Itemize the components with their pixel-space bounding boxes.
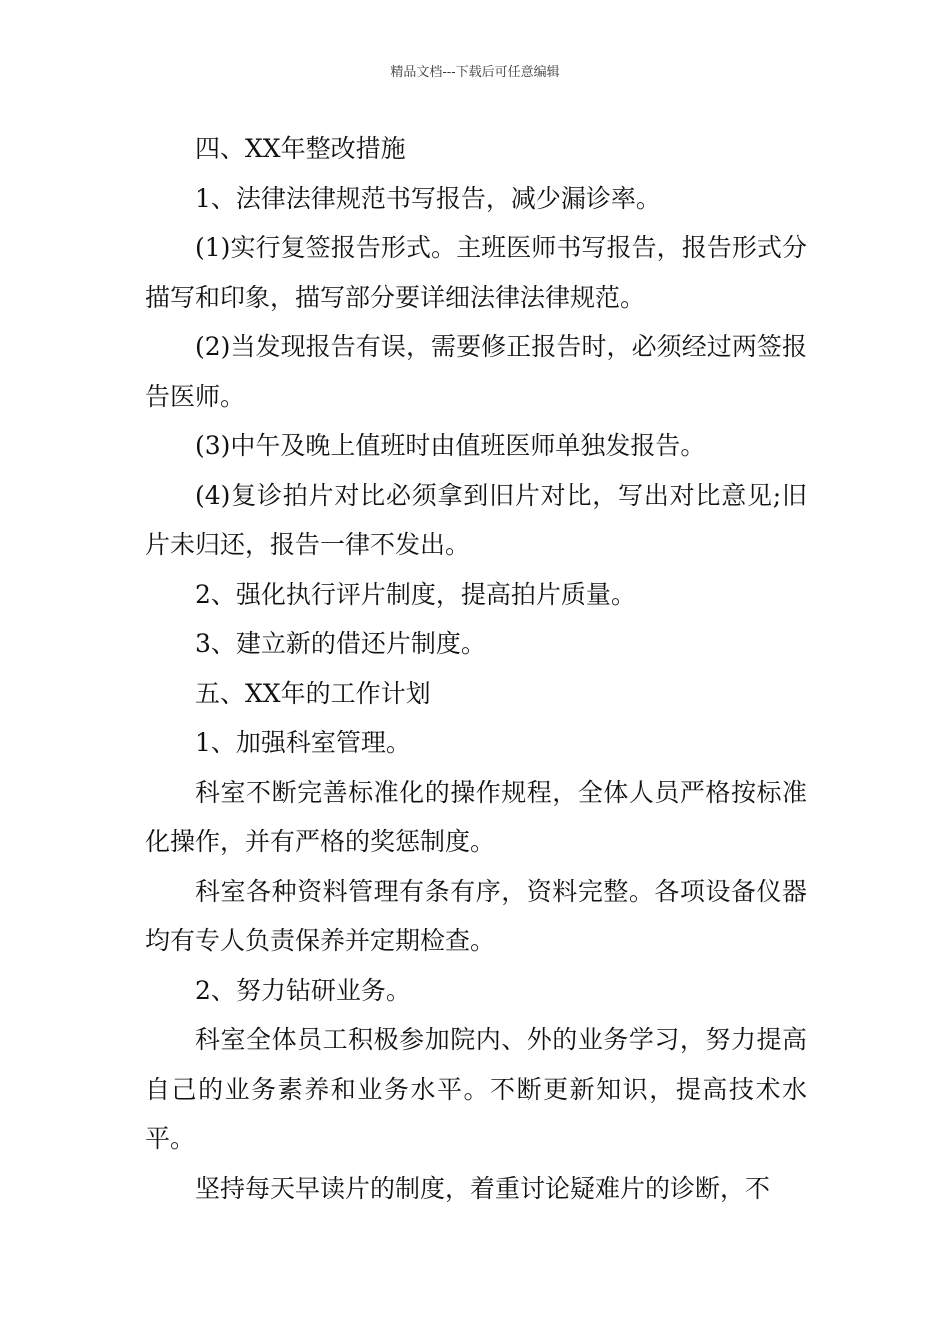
- paragraph: (1)实行复签报告形式。主班医师书写报告，报告形式分描写和印象，描写部分要详细法律法律规范。: [145, 233, 807, 312]
- paragraph: (4)复诊拍片对比必须拿到旧片对比，写出对比意见;旧片未归还，报告一律不发出。: [145, 480, 807, 559]
- document-body: [145, 124, 807, 1213]
- section-heading-4: 四、XX年整改措施: [195, 134, 406, 163]
- paragraph: 3、建立新的借还片制度。: [195, 629, 486, 658]
- paragraph: 1、加强科室管理。: [195, 728, 411, 757]
- page-header: 精品文档---下载后可任意编辑: [390, 65, 560, 80]
- section-heading-5: 五、XX年的工作计划: [195, 678, 431, 708]
- paragraph: 科室不断完善标准化的操作规程，全体人员严格按标准化操作，并有严格的奖惩制度。: [145, 777, 807, 856]
- paragraph: 2、努力钻研业务。: [195, 975, 411, 1005]
- paragraph: 2、强化执行评片制度，提高拍片质量。: [195, 579, 636, 609]
- paragraph: (3)中午及晚上值班时由值班医师单独发报告。: [195, 431, 706, 460]
- paragraph: 科室各种资料管理有条有序，资料完整。各项设备仪器均有专人负责保养并定期检查。: [145, 876, 807, 955]
- paragraph: 坚持每天早读片的制度，着重讨论疑难片的诊断，不: [195, 1173, 771, 1203]
- paragraph: 科室全体员工积极参加院内、外的业务学习，努力提高自己的业务素养和业务水平。不断更新知识，提高技术水平。: [145, 1025, 807, 1153]
- paragraph: (2)当发现报告有误，需要修正报告时，必须经过两签报告医师。: [145, 332, 807, 411]
- paragraph: 1、法律法律规范书写报告，减少漏诊率。: [195, 183, 661, 213]
